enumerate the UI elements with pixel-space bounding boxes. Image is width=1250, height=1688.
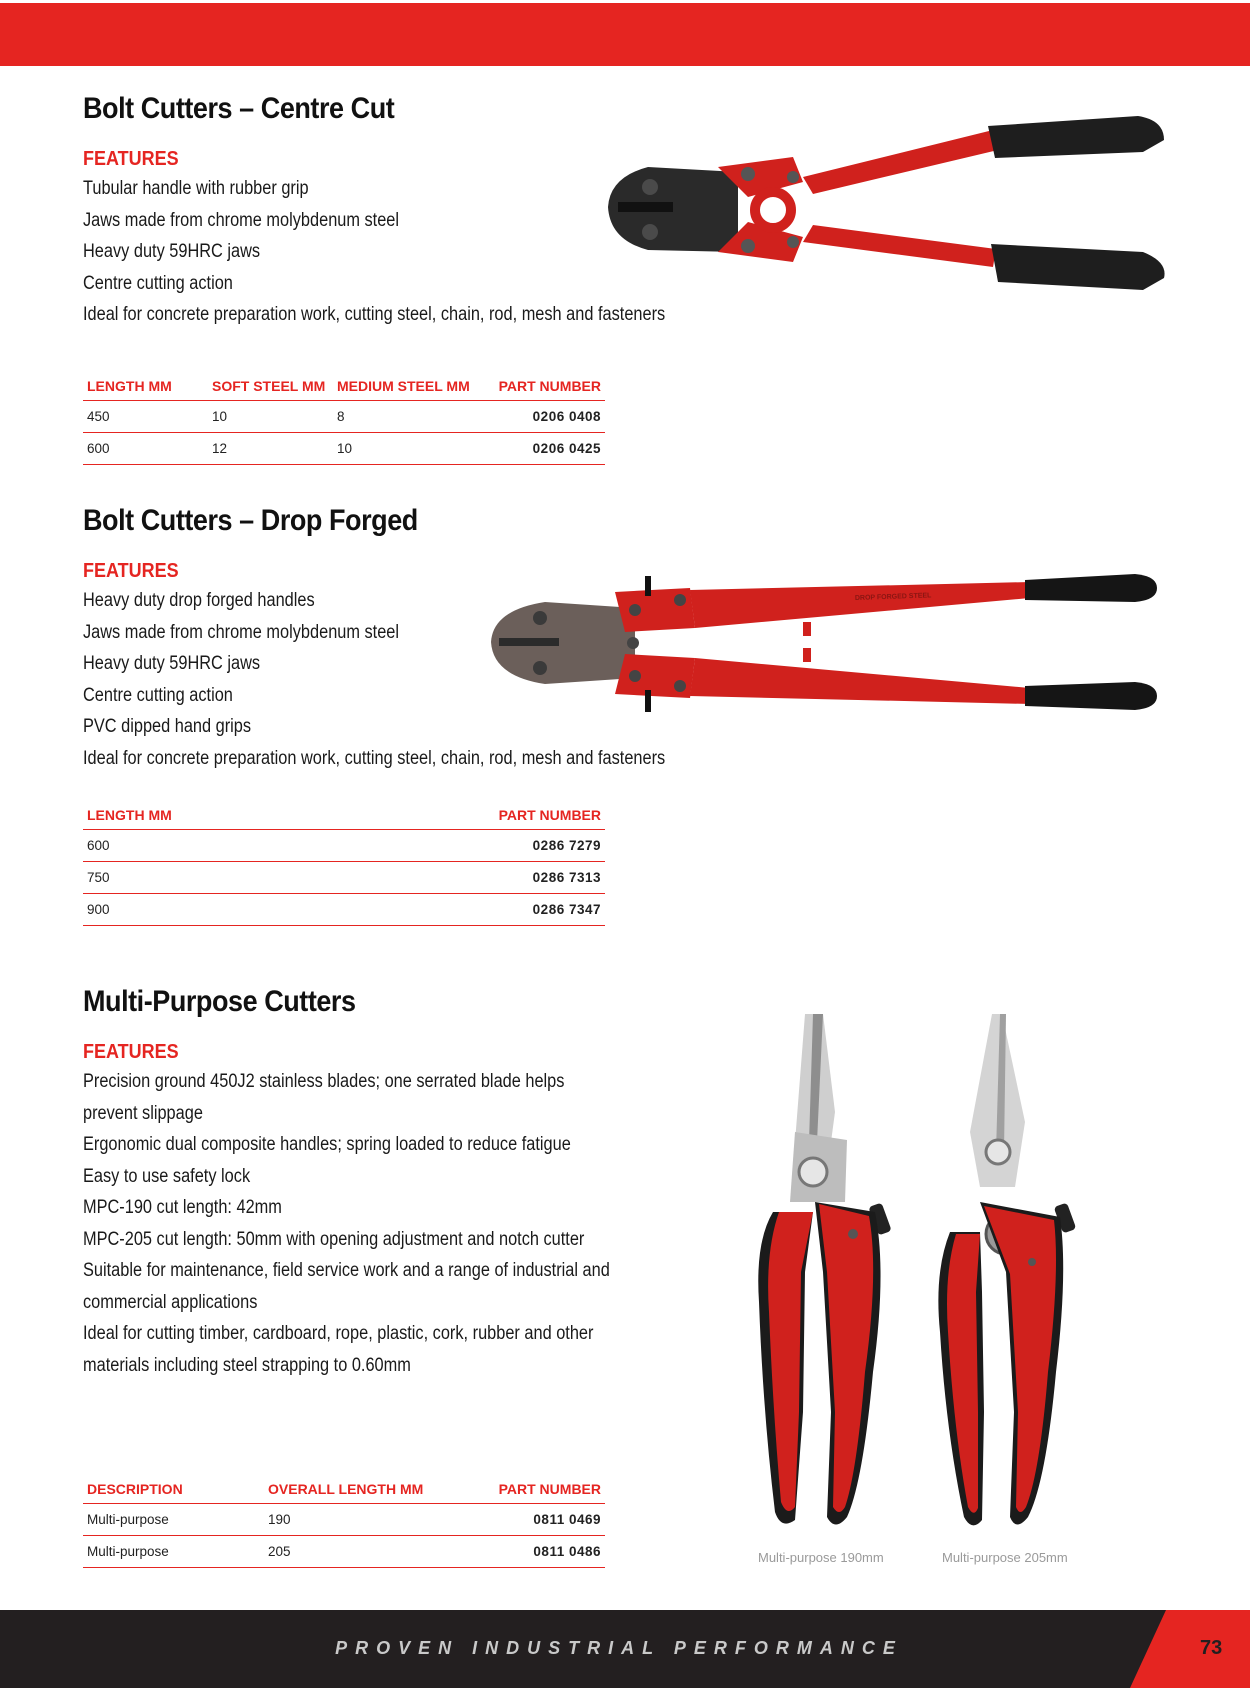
features-list <box>83 1066 696 1381</box>
cell-length: 450 <box>83 400 208 432</box>
bolt-cutter-drop-forged-image <box>485 570 1165 720</box>
table-row <box>83 400 605 432</box>
page-number: 73 <box>1200 1637 1223 1659</box>
feature-item: Heavy duty 59HRC jaws <box>83 653 261 674</box>
section-title: Bolt Cutters – Centre Cut <box>83 92 395 125</box>
feature-item: Heavy duty 59HRC jaws <box>83 241 261 262</box>
section-title: Multi-Purpose Cutters <box>83 985 356 1018</box>
cell-overall-length: 190 <box>264 1503 467 1535</box>
cell-medium-steel: 8 <box>333 400 485 432</box>
cell-length: 900 <box>83 893 321 925</box>
column-header: PART NUMBER <box>485 370 605 400</box>
cell-medium-steel: 10 <box>333 432 485 464</box>
cell-part-number: 0286 7347 <box>321 893 605 925</box>
table-row <box>83 1503 605 1535</box>
table-row <box>83 1535 605 1567</box>
column-header: PART NUMBER <box>467 1473 605 1503</box>
cell-part-number: 0206 0408 <box>485 400 605 432</box>
column-header: DESCRIPTION <box>83 1473 264 1503</box>
feature-item: Tubular handle with rubber grip <box>83 178 309 199</box>
feature-item: MPC-190 cut length: 42mm <box>83 1197 282 1218</box>
cell-description: Multi-purpose <box>83 1535 264 1567</box>
column-header: OVERALL LENGTH MM <box>264 1473 467 1503</box>
feature-item: Precision ground 450J2 stainless blades; one serrated blade helps <box>83 1071 565 1092</box>
cell-soft-steel: 12 <box>208 432 333 464</box>
features-heading: FEATURES <box>83 148 179 170</box>
bolt-cutter-centre-cut-image <box>598 112 1173 312</box>
cell-length: 600 <box>83 432 208 464</box>
drop-forged-marking: DROP FORGED STEEL <box>854 592 932 602</box>
cell-part-number: 0206 0425 <box>485 432 605 464</box>
table-header-row <box>83 1473 605 1503</box>
spec-table-centre-cut <box>83 370 605 465</box>
feature-item: Jaws made from chrome molybdenum steel <box>83 209 400 231</box>
table-row <box>83 861 605 893</box>
features-heading: FEATURES <box>83 560 179 582</box>
cell-part-number: 0286 7279 <box>321 829 605 861</box>
feature-item: MPC-205 cut length: 50mm with opening adjustment and notch cutter <box>83 1228 585 1250</box>
spec-table-multi-purpose <box>83 1473 605 1568</box>
multi-purpose-cutter-205-image <box>920 1012 1080 1537</box>
cell-description: Multi-purpose <box>83 1503 264 1535</box>
feature-item: PVC dipped hand grips <box>83 716 252 737</box>
feature-item: Centre cutting action <box>83 272 233 294</box>
feature-item: Ergonomic dual composite handles; spring loaded to reduce fatigue <box>83 1134 571 1155</box>
cell-overall-length: 205 <box>264 1535 467 1567</box>
column-header: PART NUMBER <box>321 799 605 829</box>
feature-item: Suitable for maintenance, field service work and a range of industrial and <box>83 1260 610 1281</box>
feature-item: Ideal for cutting timber, cardboard, rope, plastic, cork, rubber and other <box>83 1323 594 1344</box>
cell-length: 600 <box>83 829 321 861</box>
feature-item: Heavy duty drop forged handles <box>83 590 315 611</box>
cell-part-number: 0286 7313 <box>321 861 605 893</box>
table-row <box>83 829 605 861</box>
cell-length: 750 <box>83 861 321 893</box>
table-row <box>83 432 605 464</box>
table-header-row <box>83 799 605 829</box>
column-header: SOFT STEEL MM <box>208 370 333 400</box>
footer-tagline: PROVEN INDUSTRIAL PERFORMANCE <box>335 1638 903 1658</box>
feature-item: prevent slippage <box>83 1102 203 1124</box>
feature-item: Centre cutting action <box>83 684 233 706</box>
feature-item: Jaws made from chrome molybdenum steel <box>83 621 400 643</box>
column-header: MEDIUM STEEL MM <box>333 370 485 400</box>
cell-part-number: 0811 0486 <box>467 1535 605 1567</box>
header-red-bar <box>0 3 1250 66</box>
cell-part-number: 0811 0469 <box>467 1503 605 1535</box>
feature-item: Ideal for concrete preparation work, cutting steel, chain, rod, mesh and fasteners <box>83 304 666 325</box>
feature-item: Ideal for concrete preparation work, cutting steel, chain, rod, mesh and fasteners <box>83 747 666 769</box>
image-caption: Multi-purpose 190mm <box>758 1550 884 1565</box>
feature-item: materials including steel strapping to 0.60mm <box>83 1354 411 1376</box>
section-title: Bolt Cutters – Drop Forged <box>83 504 418 537</box>
cell-soft-steel: 10 <box>208 400 333 432</box>
section-multi-purpose <box>83 985 696 1381</box>
column-header: LENGTH MM <box>83 799 321 829</box>
feature-item: commercial applications <box>83 1291 258 1313</box>
multi-purpose-cutter-190-image <box>735 1012 895 1537</box>
feature-item: Easy to use safety lock <box>83 1165 251 1187</box>
table-row <box>83 893 605 925</box>
column-header: LENGTH MM <box>83 370 208 400</box>
image-caption: Multi-purpose 205mm <box>942 1550 1068 1565</box>
features-heading: FEATURES <box>83 1041 179 1063</box>
table-header-row <box>83 370 605 400</box>
spec-table-drop-forged <box>83 799 605 926</box>
